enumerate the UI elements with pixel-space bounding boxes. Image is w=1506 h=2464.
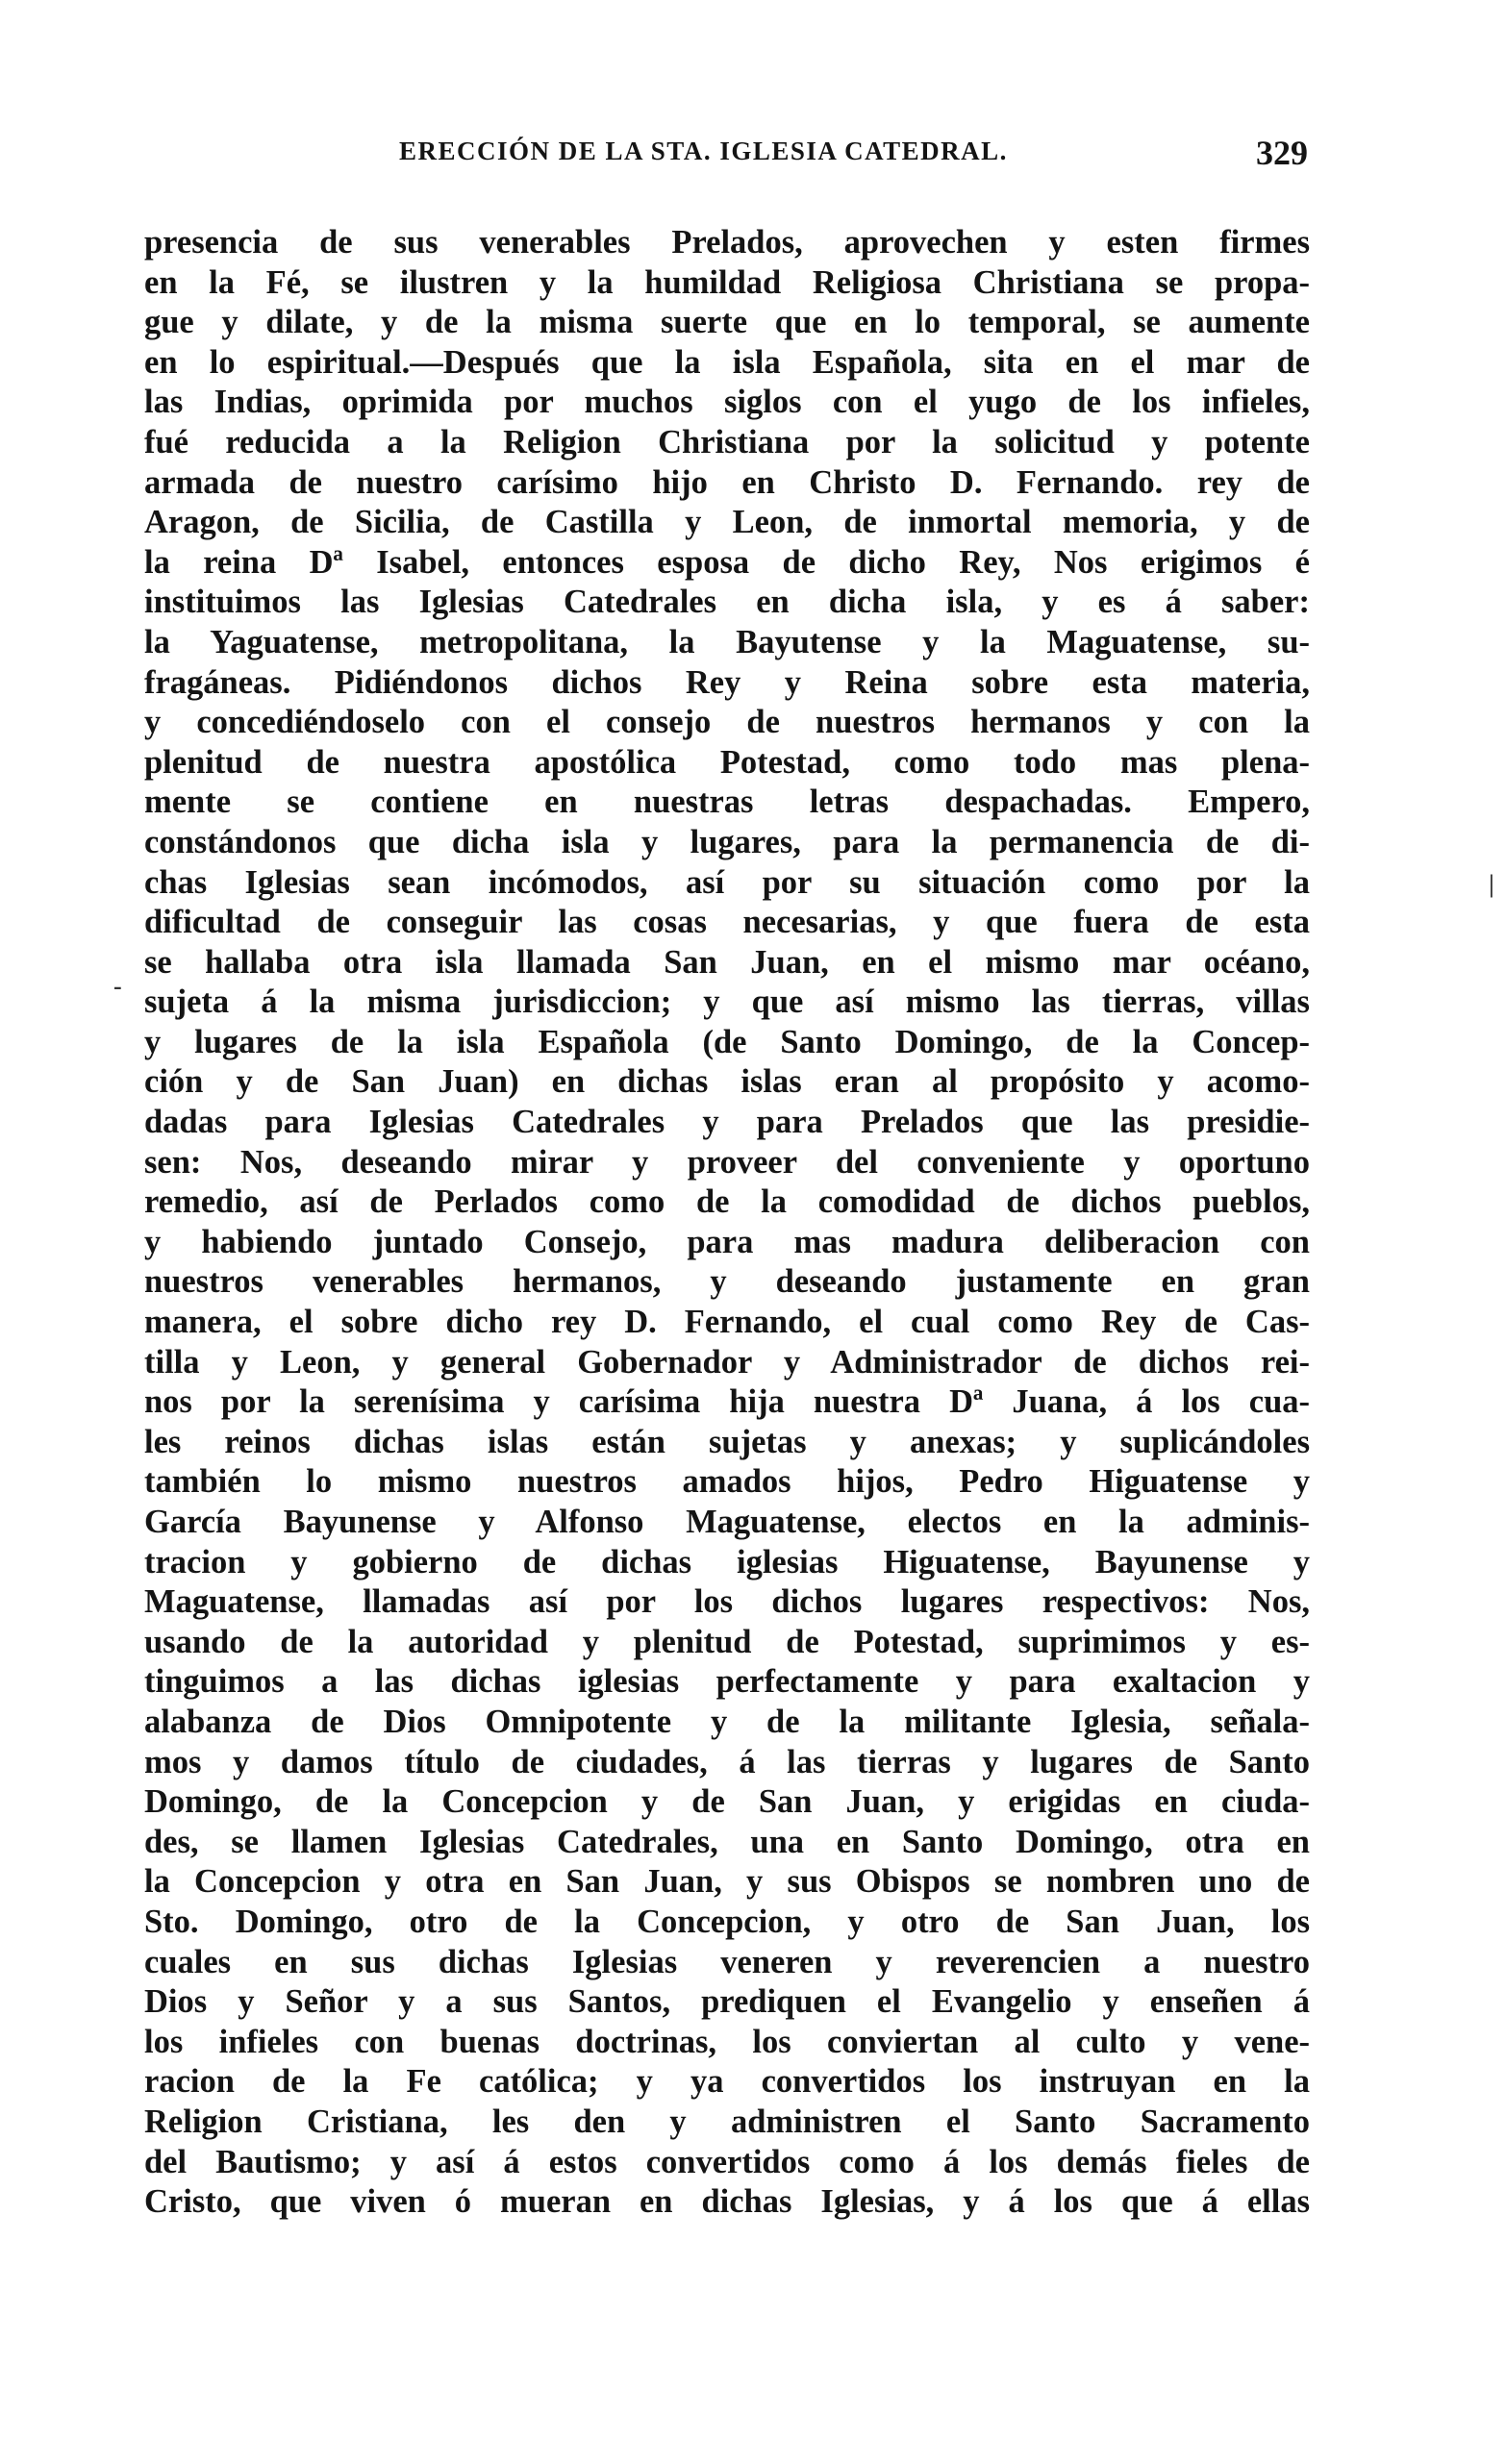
- text-line: en la Fé, se ilustren y la humildad Religiosa Christiana se propa-: [144, 263, 1310, 301]
- text-line: dificultad de conseguir las cosas necesarias, y que fuera de esta: [144, 904, 1310, 941]
- page-number: 329: [1256, 134, 1308, 172]
- text-line: la reina Dª Isabel, entonces esposa de dicho Rey, Nos erigimos é: [144, 543, 1310, 581]
- text-line: Domingo, de la Concepcion y de San Juan, y erigidas en ciuda-: [144, 1783, 1310, 1821]
- text-line: presencia de sus venerables Prelados, aprovechen y esten firmes: [144, 224, 1310, 261]
- text-line: también lo mismo nuestros amados hijos, Pedro Higuatense y: [144, 1463, 1310, 1501]
- text-line: chas Iglesias sean incómodos, así por su situación como por la: [144, 863, 1310, 901]
- text-line: mente se contiene en nuestras letras despachadas. Empero,: [144, 784, 1310, 821]
- text-line: Aragon, de Sicilia, de Castilla y Leon, de inmortal memoria, y de: [144, 504, 1310, 541]
- text-line: Maguatense, llamadas así por los dichos lugares respectivos: Nos,: [144, 1583, 1310, 1621]
- text-line: des, se llamen Iglesias Catedrales, una en Santo Domingo, otra en: [144, 1823, 1310, 1860]
- text-line: remedio, así de Perlados como de la comodidad de dichos pueblos,: [144, 1183, 1310, 1221]
- text-line: se hallaba otra isla llamada San Juan, en el mismo mar océano,: [144, 943, 1310, 981]
- body-text: [144, 223, 1310, 2223]
- text-line: la Yaguatense, metropolitana, la Bayutense y la Maguatense, su-: [144, 623, 1310, 660]
- running-head: [144, 133, 1308, 171]
- text-line: racion de la Fe católica; y ya convertidos los instruyan en la: [144, 2063, 1310, 2101]
- text-line: mos y damos título de ciudades, á las tierras y lugares de Santo: [144, 1743, 1310, 1780]
- text-line: cuales en sus dichas Iglesias veneren y reverencien a nuestro: [144, 1943, 1310, 1980]
- text-line: del Bautismo; y así á estos convertidos como á los demás fieles de: [144, 2143, 1310, 2180]
- text-line: fragáneas. Pidiéndonos dichos Rey y Reina sobre esta materia,: [144, 663, 1310, 701]
- text-line: tinguimos a las dichas iglesias perfectamente y para exaltacion y: [144, 1663, 1310, 1701]
- text-line: instituimos las Iglesias Catedrales en dicha isla, y es á saber:: [144, 584, 1310, 621]
- margin-mark-right: |: [1489, 870, 1494, 898]
- text-line: Dios y Señor y a sus Santos, prediquen el Evangelio y enseñen á: [144, 1983, 1310, 2021]
- text-line: sujeta á la misma jurisdiccion; y que así mismo las tierras, villas: [144, 983, 1310, 1021]
- text-line: fué reducida a la Religion Christiana por la solicitud y potente: [144, 423, 1310, 460]
- text-line: usando de la autoridad y plenitud de Potestad, suprimimos y es-: [144, 1623, 1310, 1660]
- text-line: tracion y gobierno de dichas iglesias Higuatense, Bayunense y: [144, 1543, 1310, 1580]
- text-line: las Indias, oprimida por muchos siglos con el yugo de los infieles,: [144, 384, 1310, 421]
- running-title: ERECCIÓN DE LA STA. IGLESIA CATEDRAL.: [399, 137, 1008, 165]
- text-line: en lo espiritual.—Después que la isla Española, sita en el mar de: [144, 343, 1310, 381]
- margin-mark-left: -: [113, 972, 122, 1000]
- text-line: Sto. Domingo, otro de la Concepcion, y otro de San Juan, los: [144, 1903, 1310, 1940]
- text-line: ción y de San Juan) en dichas islas eran al propósito y acomo-: [144, 1063, 1310, 1101]
- text-line: manera, el sobre dicho rey D. Fernando, el cual como Rey de Cas-: [144, 1304, 1310, 1341]
- text-line: gue y dilate, y de la misma suerte que en lo temporal, se aumente: [144, 304, 1310, 341]
- text-line: los infieles con buenas doctrinas, los conviertan al culto y vene-: [144, 2023, 1310, 2060]
- text-line: tilla y Leon, y general Gobernador y Administrador de dichos rei-: [144, 1343, 1310, 1381]
- text-line: y habiendo juntado Consejo, para mas madura deliberacion con: [144, 1223, 1310, 1260]
- text-line: Religion Cristiana, les den y administren el Santo Sacramento: [144, 2103, 1310, 2140]
- text-line: plenitud de nuestra apostólica Potestad, como todo mas plena-: [144, 743, 1310, 781]
- text-line: dadas para Iglesias Catedrales y para Prelados que las presidie-: [144, 1104, 1310, 1141]
- text-line: sen: Nos, deseando mirar y proveer del conveniente y oportuno: [144, 1143, 1310, 1181]
- text-line: alabanza de Dios Omnipotente y de la militante Iglesia, señala-: [144, 1703, 1310, 1740]
- text-line: Cristo, que viven ó mueran en dichas Iglesias, y á los que á ellas: [144, 2183, 1310, 2221]
- text-line: les reinos dichas islas están sujetas y anexas; y suplicándoles: [144, 1423, 1310, 1460]
- text-line: García Bayunense y Alfonso Maguatense, electos en la adminis-: [144, 1504, 1310, 1540]
- text-line: nuestros venerables hermanos, y deseando justamente en gran: [144, 1263, 1310, 1301]
- text-line: nos por la serenísima y carísima hija nuestra Dª Juana, á los cua-: [144, 1383, 1310, 1421]
- text-line: y lugares de la isla Española (de Santo Domingo, de la Concep-: [144, 1023, 1310, 1060]
- text-line: armada de nuestro carísimo hijo en Christo D. Fernando. rey de: [144, 463, 1310, 501]
- text-line: y concediéndoselo con el consejo de nuestros hermanos y con la: [144, 704, 1310, 741]
- text-line: constándonos que dicha isla y lugares, para la permanencia de di-: [144, 823, 1310, 860]
- text-line: la Concepcion y otra en San Juan, y sus Obispos se nombren uno de: [144, 1863, 1310, 1901]
